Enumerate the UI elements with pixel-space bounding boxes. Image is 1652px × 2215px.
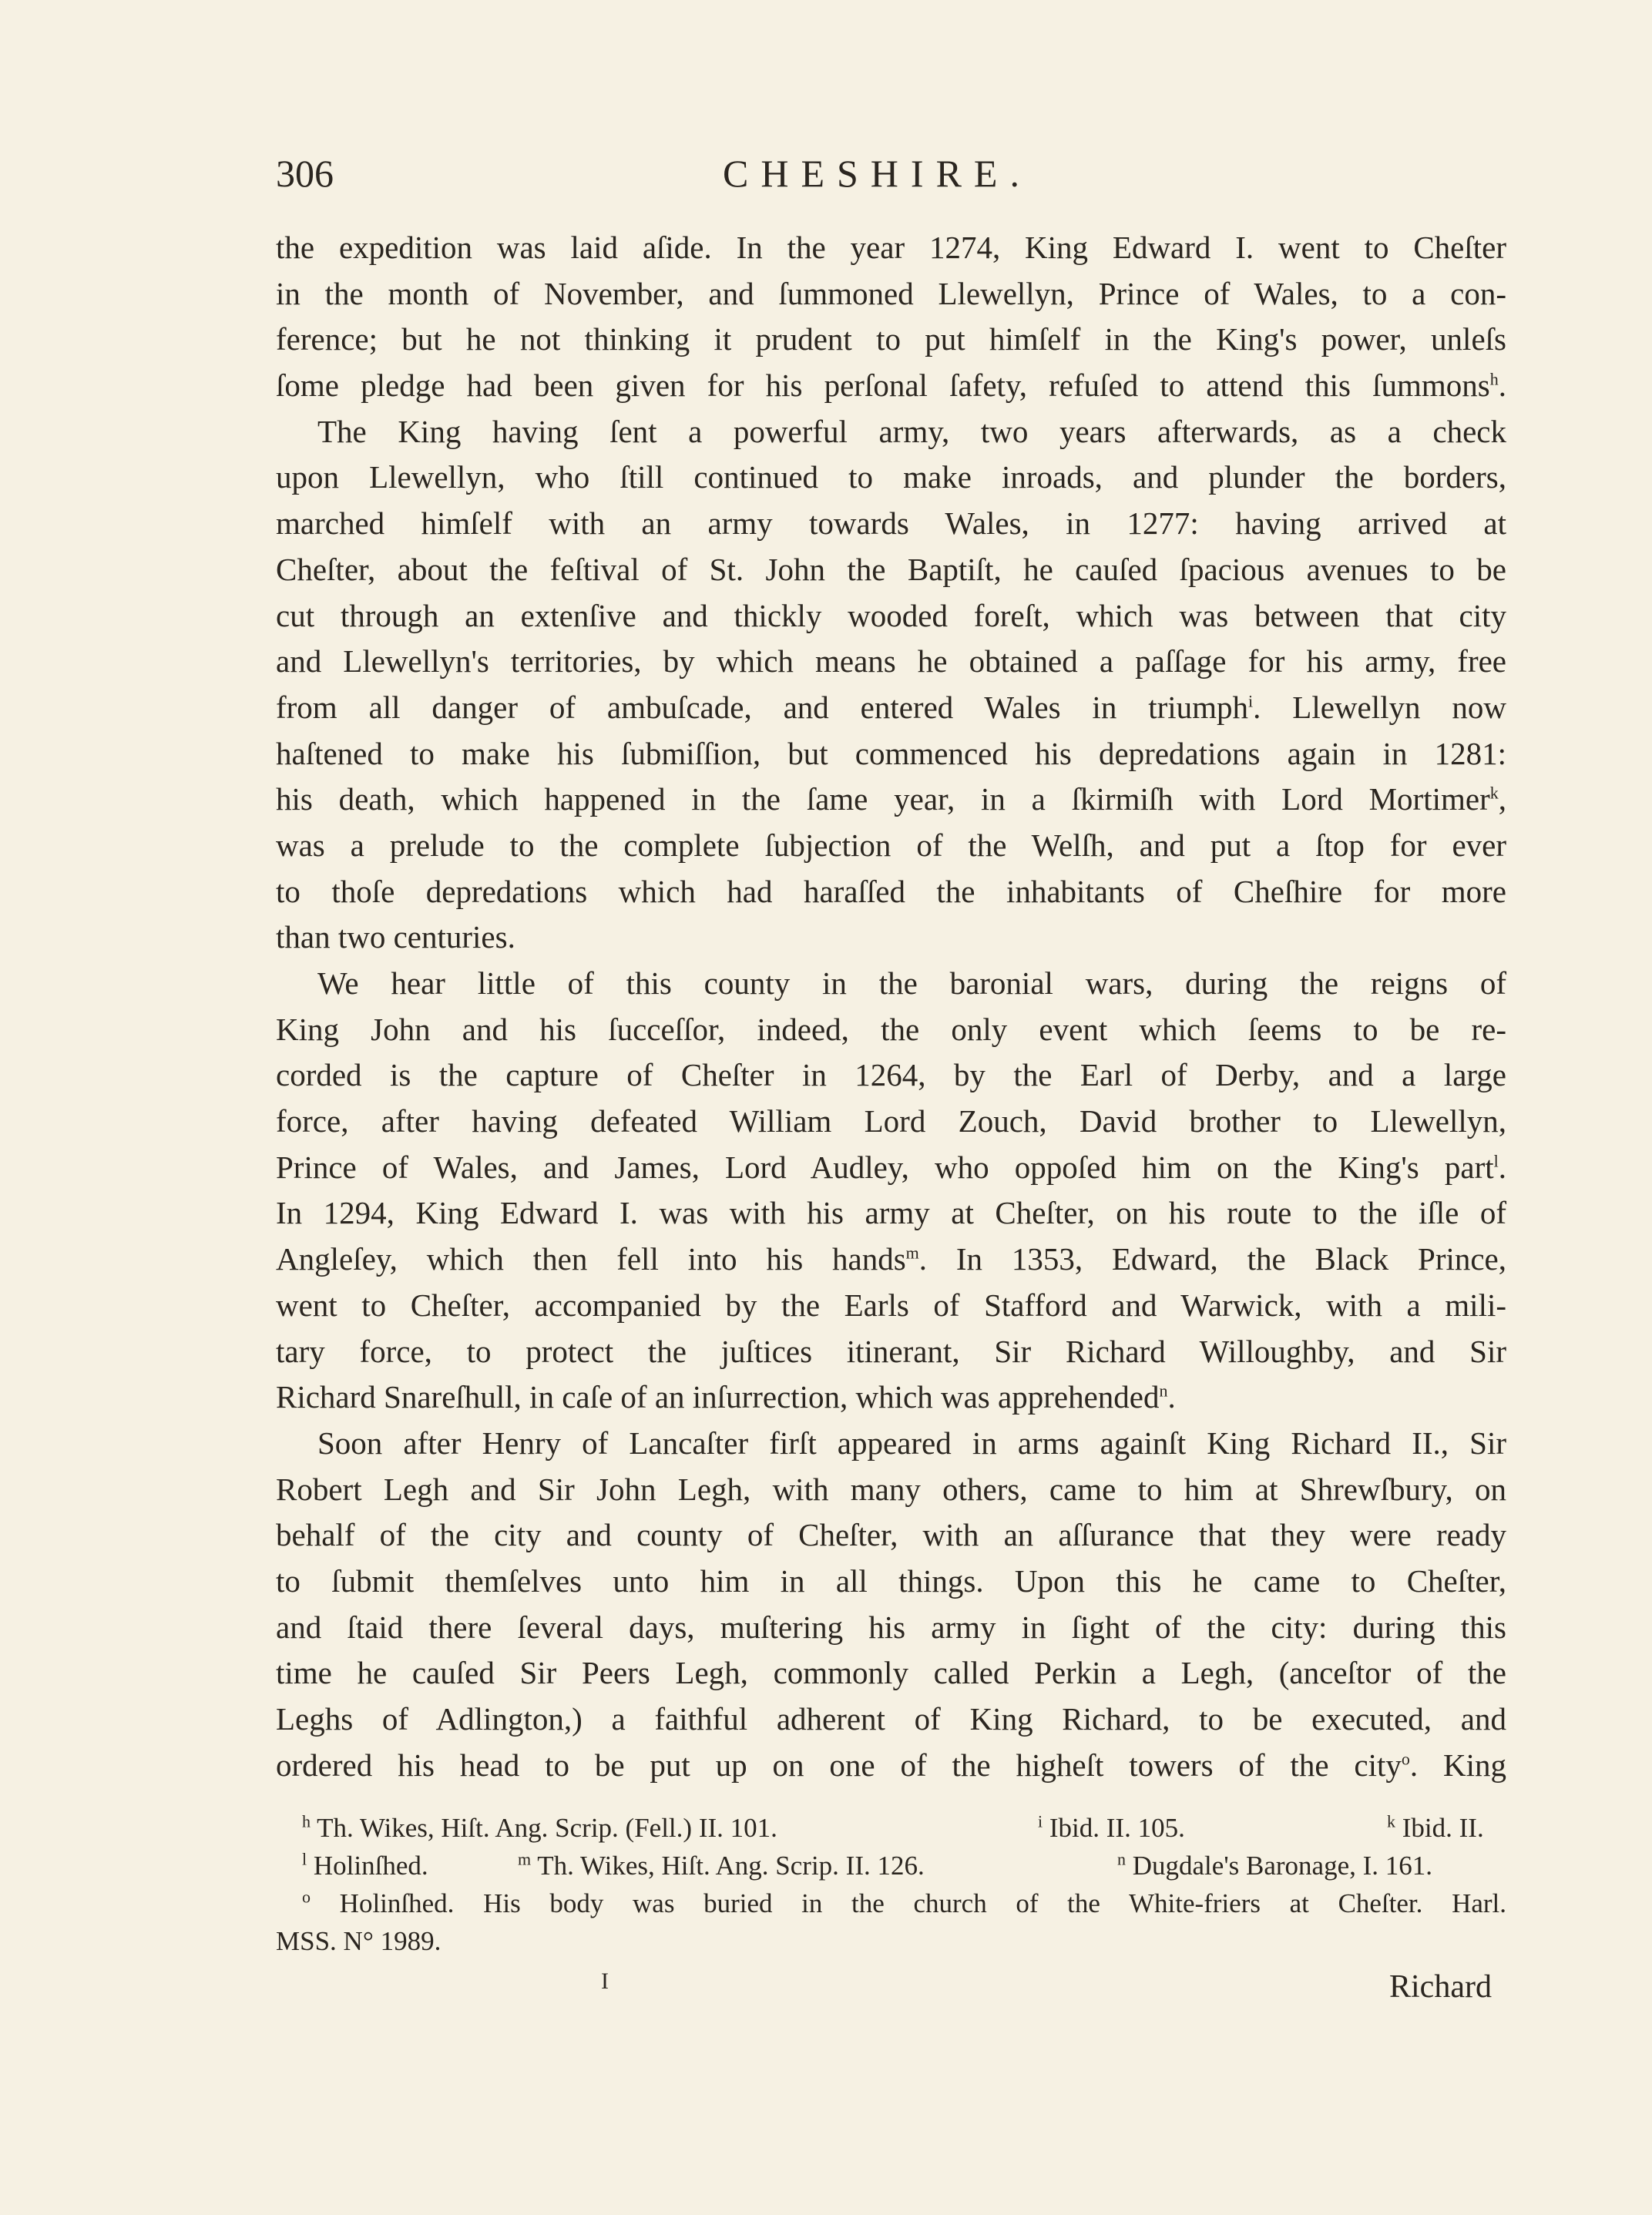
text-line: Prince of Wales, and James, Lord Audley, who oppoſed him on the King's part$^l$. xyxy=(276,1149,1506,1185)
body-text xyxy=(276,225,1506,1788)
text-line: to thoſe depredations which had haraſſed the inhabitants of Cheſhire for more xyxy=(276,873,1506,909)
text-line: King John and his ſucceſſor, indeed, the only event which ſeems to be re- xyxy=(276,1011,1506,1047)
text-line: Leghs of Adlington,) a faithful adherent of King Richard, to be executed, and xyxy=(276,1701,1506,1737)
text-line: his death, which happened in the ſame year, in a ſkirmiſh with Lord Mortimer$^k$, xyxy=(276,781,1506,817)
text-line: corded is the capture of Cheſter in 1264, by the Earl of Derby, and a large xyxy=(276,1057,1506,1093)
page-number: 306 xyxy=(276,152,334,195)
text-line: ordered his head to be put up on one of the higheſt towers of the city$^o$. King xyxy=(276,1747,1506,1783)
text-line: Richard Snareſhull, in caſe of an inſurrection, which was apprehended$^n$. xyxy=(276,1379,1176,1415)
text-line: the expedition was laid aſide. In the year 1274, King Edward I. went to Cheſter xyxy=(276,230,1506,265)
footnote-reference: h xyxy=(1489,369,1499,389)
footnote-o: $^o$ Holinſhed. His body was buried in the church of the White-friers at Cheſter. Harl. xyxy=(302,1887,1507,1918)
text-line: marched himſelf with an army towards Wales, in 1277: having arrived at xyxy=(276,505,1506,542)
footnote-row-1 xyxy=(302,1809,1506,1847)
text-line: ſome pledge had been given for his perſonal ſafety, refuſed to attend this ſummons$^h$. xyxy=(276,367,1506,404)
text-line: haſtened to make his ſubmiſſion, but commenced his depredations again in 1281: xyxy=(276,735,1506,771)
text-line: upon Llewellyn, who ſtill continued to make inroads, and plunder the borders, xyxy=(276,459,1506,495)
text-line: Cheſter, about the feſtival of St. John the Baptiſt, he cauſed ſpacious avenues to be xyxy=(276,551,1506,587)
text-line: ference; but he not thinking it prudent to put himſelf in the King's power, unleſs xyxy=(276,321,1506,357)
text-line: was a prelude to the complete ſubjection of the Welſh, and put a ſtop for ever xyxy=(276,827,1506,863)
catchword: Richard xyxy=(1389,1969,1492,2005)
footnote-row-2 xyxy=(302,1847,1506,1884)
signature-mark: I xyxy=(601,1968,609,1994)
footnote-reference: k xyxy=(1489,783,1499,803)
footnote-reference: m xyxy=(905,1243,919,1263)
text-line: Robert Legh and Sir John Legh, with many others, came to him at Shrewſbury, on xyxy=(276,1471,1506,1507)
text-line: The King having ſent a powerful army, two years afterwards, as a check xyxy=(317,413,1506,449)
text-line: behalf of the city and county of Cheſter, with an aſſurance that they were ready xyxy=(276,1517,1506,1553)
running-title: CHESHIRE. xyxy=(723,152,1032,195)
text-line: than two centuries. xyxy=(276,919,515,955)
text-line: in the month of November, and ſummoned Llewellyn, Prince of Wales, to a con- xyxy=(276,275,1506,311)
footnote-h: $^h$ Th. Wikes, Hiſt. Ang. Scrip. (Fell.) II. 101. xyxy=(302,1811,777,1843)
text-line: to ſubmit themſelves unto him in all things. Upon this he came to Cheſter, xyxy=(276,1562,1506,1599)
footnote-reference: o xyxy=(1401,1749,1410,1769)
footnote-o-continuation: MSS. N° 1989. xyxy=(276,1926,442,1956)
text-line: from all danger of ambuſcade, and entered Wales in triumph$^i$. Llewellyn now xyxy=(276,689,1506,725)
footnote-m: $^m$ Th. Wikes, Hiſt. Ang. Scrip. II. 126. xyxy=(518,1849,925,1881)
footnote-reference: l xyxy=(1493,1151,1499,1171)
text-line: and Llewellyn's territories, by which means he obtained a paſſage for his army, free xyxy=(276,643,1506,680)
footnote-k: $^k$ Ibid. II. xyxy=(1387,1811,1484,1843)
text-line: tary force, to protect the juſtices itinerant, Sir Richard Willoughby, and Sir xyxy=(276,1333,1506,1369)
text-line: Soon after Henry of Lancaſter firſt appeared in arms againſt King Richard II., Sir xyxy=(317,1425,1506,1461)
footnotes xyxy=(276,1809,1507,1960)
text-line: and ſtaid there ſeveral days, muſtering his army in ſight of the city: during this xyxy=(276,1609,1506,1645)
text-line: Angleſey, which then fell into his hands$^m$. In 1353, Edward, the Black Prince, xyxy=(276,1241,1507,1277)
footnote-n: $^n$ Dugdale's Baronage, I. 161. xyxy=(1117,1849,1433,1881)
text-line: force, after having defeated William Lord Zouch, David brother to Llewellyn, xyxy=(276,1103,1506,1139)
footnote-i: $^i$ Ibid. II. 105. xyxy=(1038,1811,1185,1843)
text-line: In 1294, King Edward I. was with his army at Cheſter, on his route to the iſle of xyxy=(276,1195,1506,1231)
text-line: went to Cheſter, accompanied by the Earls of Stafford and Warwick, with a mili- xyxy=(276,1287,1506,1323)
footnote-reference: i xyxy=(1248,691,1254,711)
text-line: cut through an extenſive and thickly wooded foreſt, which was between that city xyxy=(276,597,1506,633)
page-header xyxy=(276,151,1509,197)
footnote-l: $^l$ Holinſhed. xyxy=(302,1849,428,1881)
footnote-reference: n xyxy=(1159,1381,1168,1401)
text-line: time he cauſed Sir Peers Legh, commonly called Perkin a Legh, (anceſtor of the xyxy=(276,1655,1506,1691)
text-line: We hear little of this county in the baronial wars, during the reigns of xyxy=(317,965,1506,1001)
